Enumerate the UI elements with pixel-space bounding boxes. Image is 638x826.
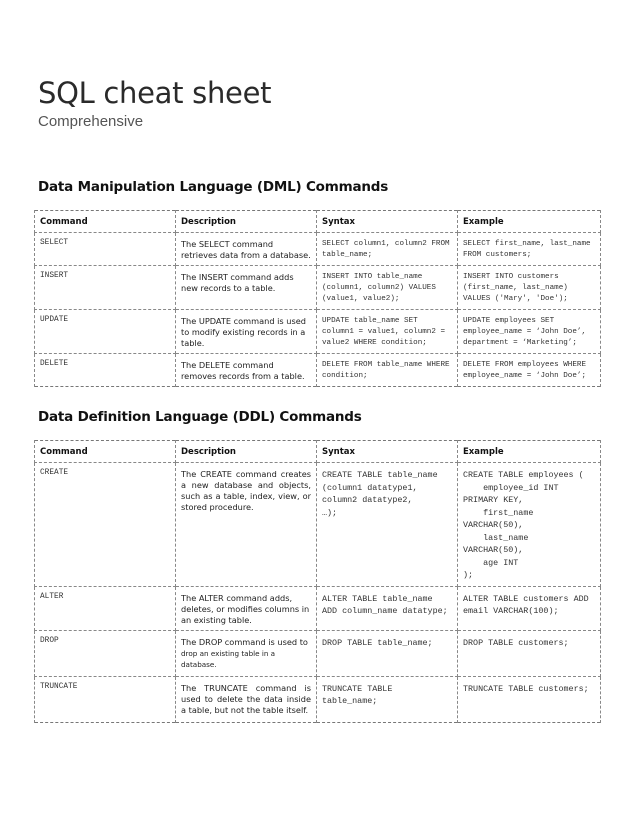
table-row bbox=[35, 463, 601, 587]
table-header-row bbox=[35, 211, 601, 233]
table-row bbox=[35, 310, 601, 354]
syntax-cell: SELECT column1, column2 FROM table_name; bbox=[317, 233, 458, 266]
table-row bbox=[35, 354, 601, 387]
table-row bbox=[35, 676, 601, 722]
syntax-cell: ALTER TABLE table_name ADD column_name datatype; bbox=[317, 586, 458, 630]
column-header-description: Description bbox=[176, 441, 317, 463]
table-header-row bbox=[35, 441, 601, 463]
command-cell: INSERT bbox=[35, 266, 176, 310]
column-header-example: Example bbox=[458, 441, 601, 463]
description-cell: The SELECT command retrieves data from a database. bbox=[176, 233, 317, 266]
command-cell: DELETE bbox=[35, 354, 176, 387]
example-cell: UPDATE employees SET employee_name = ‘John Doe’, department = ‘Marketing’; bbox=[458, 310, 601, 354]
description-cell: The CREATE command creates a new database and objects, such as a table, index, view, or stored procedure. bbox=[176, 463, 317, 587]
syntax-cell: CREATE TABLE table_name (column1 datatype1, column2 datatype2, …); bbox=[317, 463, 458, 587]
column-header-command: Command bbox=[35, 211, 176, 233]
description-cell: The UPDATE command is used to modify existing records in a table. bbox=[176, 310, 317, 354]
table-row bbox=[35, 586, 601, 630]
column-header-syntax: Syntax bbox=[317, 441, 458, 463]
command-cell: TRUNCATE bbox=[35, 676, 176, 722]
command-cell: DROP bbox=[35, 630, 176, 676]
syntax-cell: DELETE FROM table_name WHERE condition; bbox=[317, 354, 458, 387]
command-cell: UPDATE bbox=[35, 310, 176, 354]
description-cell bbox=[176, 630, 317, 676]
syntax-cell: TRUNCATE TABLE table_name; bbox=[317, 676, 458, 722]
table-row bbox=[35, 266, 601, 310]
description-cell: The ALTER command adds, deletes, or modifies columns in an existing table. bbox=[176, 586, 317, 630]
example-cell: DROP TABLE customers; bbox=[458, 630, 601, 676]
description-lead: The DROP command is used to bbox=[181, 636, 308, 647]
syntax-cell: UPDATE table_name SET column1 = value1, column2 = value2 WHERE condition; bbox=[317, 310, 458, 354]
ddl-table bbox=[34, 440, 601, 723]
command-cell: ALTER bbox=[35, 586, 176, 630]
syntax-cell: DROP TABLE table_name; bbox=[317, 630, 458, 676]
example-cell: SELECT first_name, last_name FROM customers; bbox=[458, 233, 601, 266]
dml-section-title: Data Manipulation Language (DML) Commands bbox=[38, 179, 389, 195]
command-cell: CREATE bbox=[35, 463, 176, 587]
dml-table bbox=[34, 210, 601, 387]
column-header-example: Example bbox=[458, 211, 601, 233]
example-cell: INSERT INTO customers (first_name, last_name) VALUES ('Mary', 'Doe'); bbox=[458, 266, 601, 310]
description-rest: drop an existing table in a database. bbox=[181, 648, 276, 669]
ddl-section-title: Data Definition Language (DDL) Commands bbox=[38, 409, 362, 425]
page-subtitle: Comprehensive bbox=[38, 113, 144, 130]
table-row bbox=[35, 630, 601, 676]
example-cell: ALTER TABLE customers ADD email VARCHAR(100); bbox=[458, 586, 601, 630]
command-cell: SELECT bbox=[35, 233, 176, 266]
description-cell: The INSERT command adds new records to a table. bbox=[176, 266, 317, 310]
description-cell: The TRUNCATE command is used to delete the data inside a table, but not the table itself. bbox=[176, 676, 317, 722]
example-cell: DELETE FROM employees WHERE employee_name = ‘John Doe’; bbox=[458, 354, 601, 387]
syntax-cell: INSERT INTO table_name (column1, column2) VALUES (value1, value2); bbox=[317, 266, 458, 310]
example-cell: CREATE TABLE employees ( employee_id INT PRIMARY KEY, first_name VARCHAR(50), last_name VARCHAR(50), age INT ); bbox=[458, 463, 601, 587]
example-cell: TRUNCATE TABLE customers; bbox=[458, 676, 601, 722]
description-cell: The DELETE command removes records from a table. bbox=[176, 354, 317, 387]
column-header-syntax: Syntax bbox=[317, 211, 458, 233]
page-title: SQL cheat sheet bbox=[38, 76, 272, 110]
column-header-description: Description bbox=[176, 211, 317, 233]
column-header-command: Command bbox=[35, 441, 176, 463]
table-row bbox=[35, 233, 601, 266]
